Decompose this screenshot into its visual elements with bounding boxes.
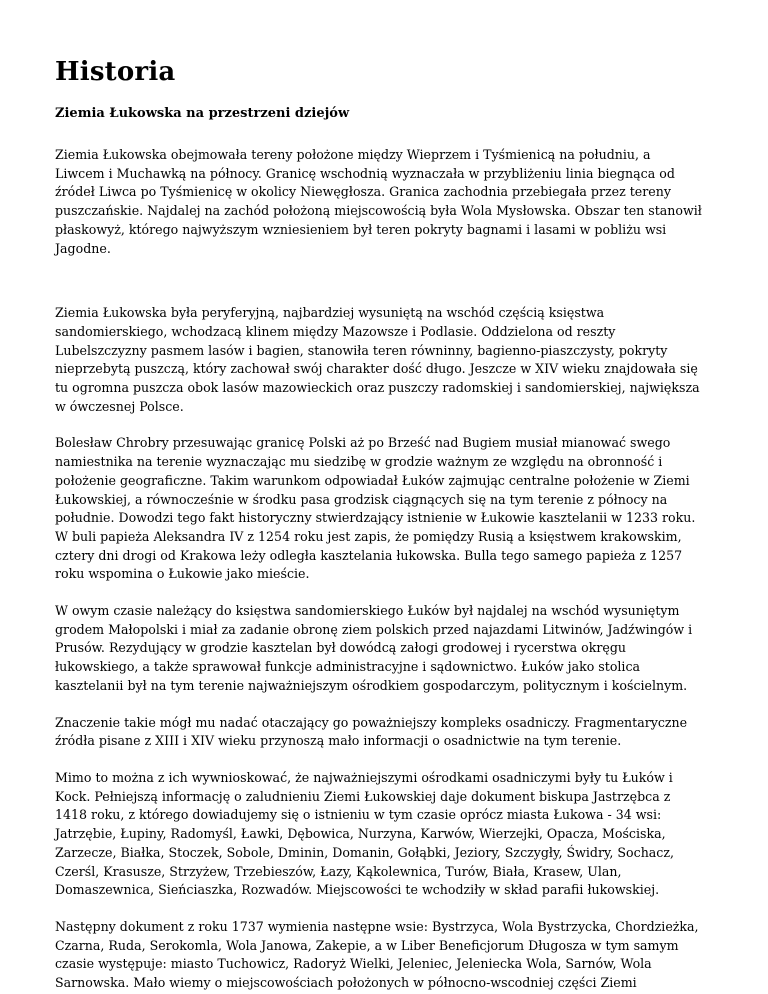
paragraph-1: Ziemia Łukowska obejmowała tereny położone między Wieprzem i Tyśmienicą na południu, a Liwcem i Muchawką na północy. Granicę wschodnią wyznaczała w przybliżeniu linia biegnąca od źródeł Liwca po Tyśmienicę w okolicy Niewęgłosza. Granica zachodnia przebiegała przez tereny puszczańskie. Najdalej na zachód położoną miejscowością była Wola Mysłowska. Obszar ten stanowił płaskowyż, którego najwyższym wzniesieniem był teren pokryty bagnami i lasami w pobliżu wsi Jagodne. [55, 147, 702, 256]
paragraph-7: Następny dokument z roku 1737 wymienia następne wsie: Bystrzyca, Wola Bystrzycka, Chordzieżka, Czarna, Ruda, Serokomla, Wola Janowa, Zakepie, a w Liber Beneficjorum Długosza w tym samym czasie występuje: miasto Tuchowicz, Radoryż Wielki, Jeleniec, Jeleniecka Wola, Sarnów, Wola Sarnowska. Mało wiemy o miejscowościach położonych w północno-wscodniej części Ziemi [55, 918, 699, 991]
section-heading: Ziemia Łukowska na przestrzeni dziejów [55, 106, 350, 121]
document-page [55, 0, 720, 993]
page-title: Historia [55, 57, 176, 87]
paragraph-5: Znaczenie takie mógł mu nadać otaczający go poważniejszy kompleks osadniczy. Fragmentaryczne źródła pisane z XIII i XIV wieku przynoszą mało informacji o osadnictwie na tym terenie. [55, 714, 688, 749]
paragraph-4: W owym czasie należący do księstwa sandomierskiego Łuków był najdalej na wschód wysuniętym grodem Małopolski i miał za zadanie obronę ziem polskich przed najazdami Litwinów, Jadźwingów i Prusów. Rezydujący w grodzie kasztelan był dowódcą załogi grodowej i rycerstwa okręgu łukowskiego, a także sprawował funkcje administracyjne i sądownictwo. Łuków jako stolica kasztelanii był na tym terenie najważniejszym ośrodkiem gospodarczym, politycznym i kościelnym. [55, 603, 693, 693]
paragraph-2: Ziemia Łukowska była peryferyjną, najbardziej wysuniętą na wschód częścią księstwa sandomierskiego, wchodzacą klinem między Mazowsze i Podlasie. Oddzielona od reszty Lubelszczyzny pasmem lasów i bagien, stanowiła teren równinny, bagienno-piaszczysty, pokryty nieprzebytą puszczą, który zachował swój charakter dość długo. Jeszcze w XIV wieku znajdowała się tu ogromna puszcza obok lasów mazowieckich oraz puszczy radomskiej i sandomierskiej, największa w ówczesnej Polsce. [55, 305, 700, 414]
paragraph-3: Bolesław Chrobry przesuwając granicę Polski aż po Brześć nad Bugiem musiał mianować swego namiestnika na terenie wyznaczając mu siedzibę w grodzie ważnym ze względu na obronność i położenie geograficzne. Takim warunkom odpowiadał Łuków zajmując centralne położenie w Ziemi Łukowskiej, a równocześnie w środku pasa grodzisk ciągnących się na tym terenie z północy na południe. Dowodzi tego fakt historyczny stwierdzający istnienie w Łukowie kasztelanii w 1233 roku. W buli papieża Aleksandra IV z 1254 roku jest zapis, że pomiędzy Rusią a księstwem krakowskim, cztery dni drogi od Krakowa leży odległa kasztelania łukowska. Bulla tego samego papieża z 1257 roku wspomina o Łukowie jako mieście. [55, 435, 696, 582]
paragraph-6: Mimo to można z ich wywnioskować, że najważniejszymi ośrodkami osadniczymi były tu Łuków i Kock. Pełniejszą informację o zaludnieniu Ziemi Łukowskiej daje dokument biskupa Jastrzębca z 1418 roku, z którego dowiadujemy się o istnieniu w tym czasie oprócz miasta Łukowa - 34 wsi: Jatrzębie, Łupiny, Radomyśl, Ławki, Dębowica, Nurzyna, Karwów, Wierzejki, Opacza, Mościska, Zarzecze, Białka, Stoczek, Sobole, Dminin, Domanin, Gołąbki, Jeziory, Szczygły, Świdry, Sochacz, Czerśl, Krasusze, Strzyżew, Trzebieszów, Łazy, Kąkolewnica, Turów, Biała, Krasew, Ulan, Domaszewnica, Sieńciaszka, Rozwadów. Miejscowości te wchodziły w skład parafii łukowskiej. [55, 769, 675, 898]
